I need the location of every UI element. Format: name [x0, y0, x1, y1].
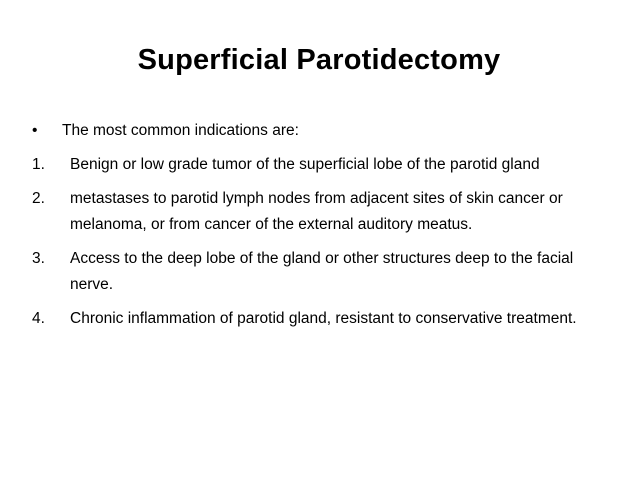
indication-text-3: Access to the deep lobe of the gland or other structures deep to the facial nerve. [70, 250, 574, 293]
indication-item-4 [32, 306, 612, 332]
indication-text-4: Chronic inflammation of parotid gland, resistant to conservative treatment. [70, 310, 577, 327]
intro-bullet [32, 118, 612, 144]
indication-text-2: metastases to parotid lymph nodes from adjacent sites of skin cancer or melanoma, or from cancer of the external auditory meatus. [70, 190, 563, 233]
indication-number-2: 2. [32, 190, 45, 207]
bullet-marker: • [32, 122, 38, 139]
intro-text: The most common indications are: [62, 122, 299, 139]
indication-item-3 [32, 246, 612, 298]
indication-item-1 [32, 152, 612, 178]
indication-item-2 [32, 186, 612, 238]
slide-title: Superficial Parotidectomy [137, 44, 501, 76]
indication-text-1: Benign or low grade tumor of the superficial lobe of the parotid gland [70, 156, 540, 173]
indication-number-3: 3. [32, 250, 45, 267]
indication-number-1: 1. [32, 156, 45, 173]
indication-number-4: 4. [32, 310, 45, 327]
slide-content [32, 118, 612, 340]
